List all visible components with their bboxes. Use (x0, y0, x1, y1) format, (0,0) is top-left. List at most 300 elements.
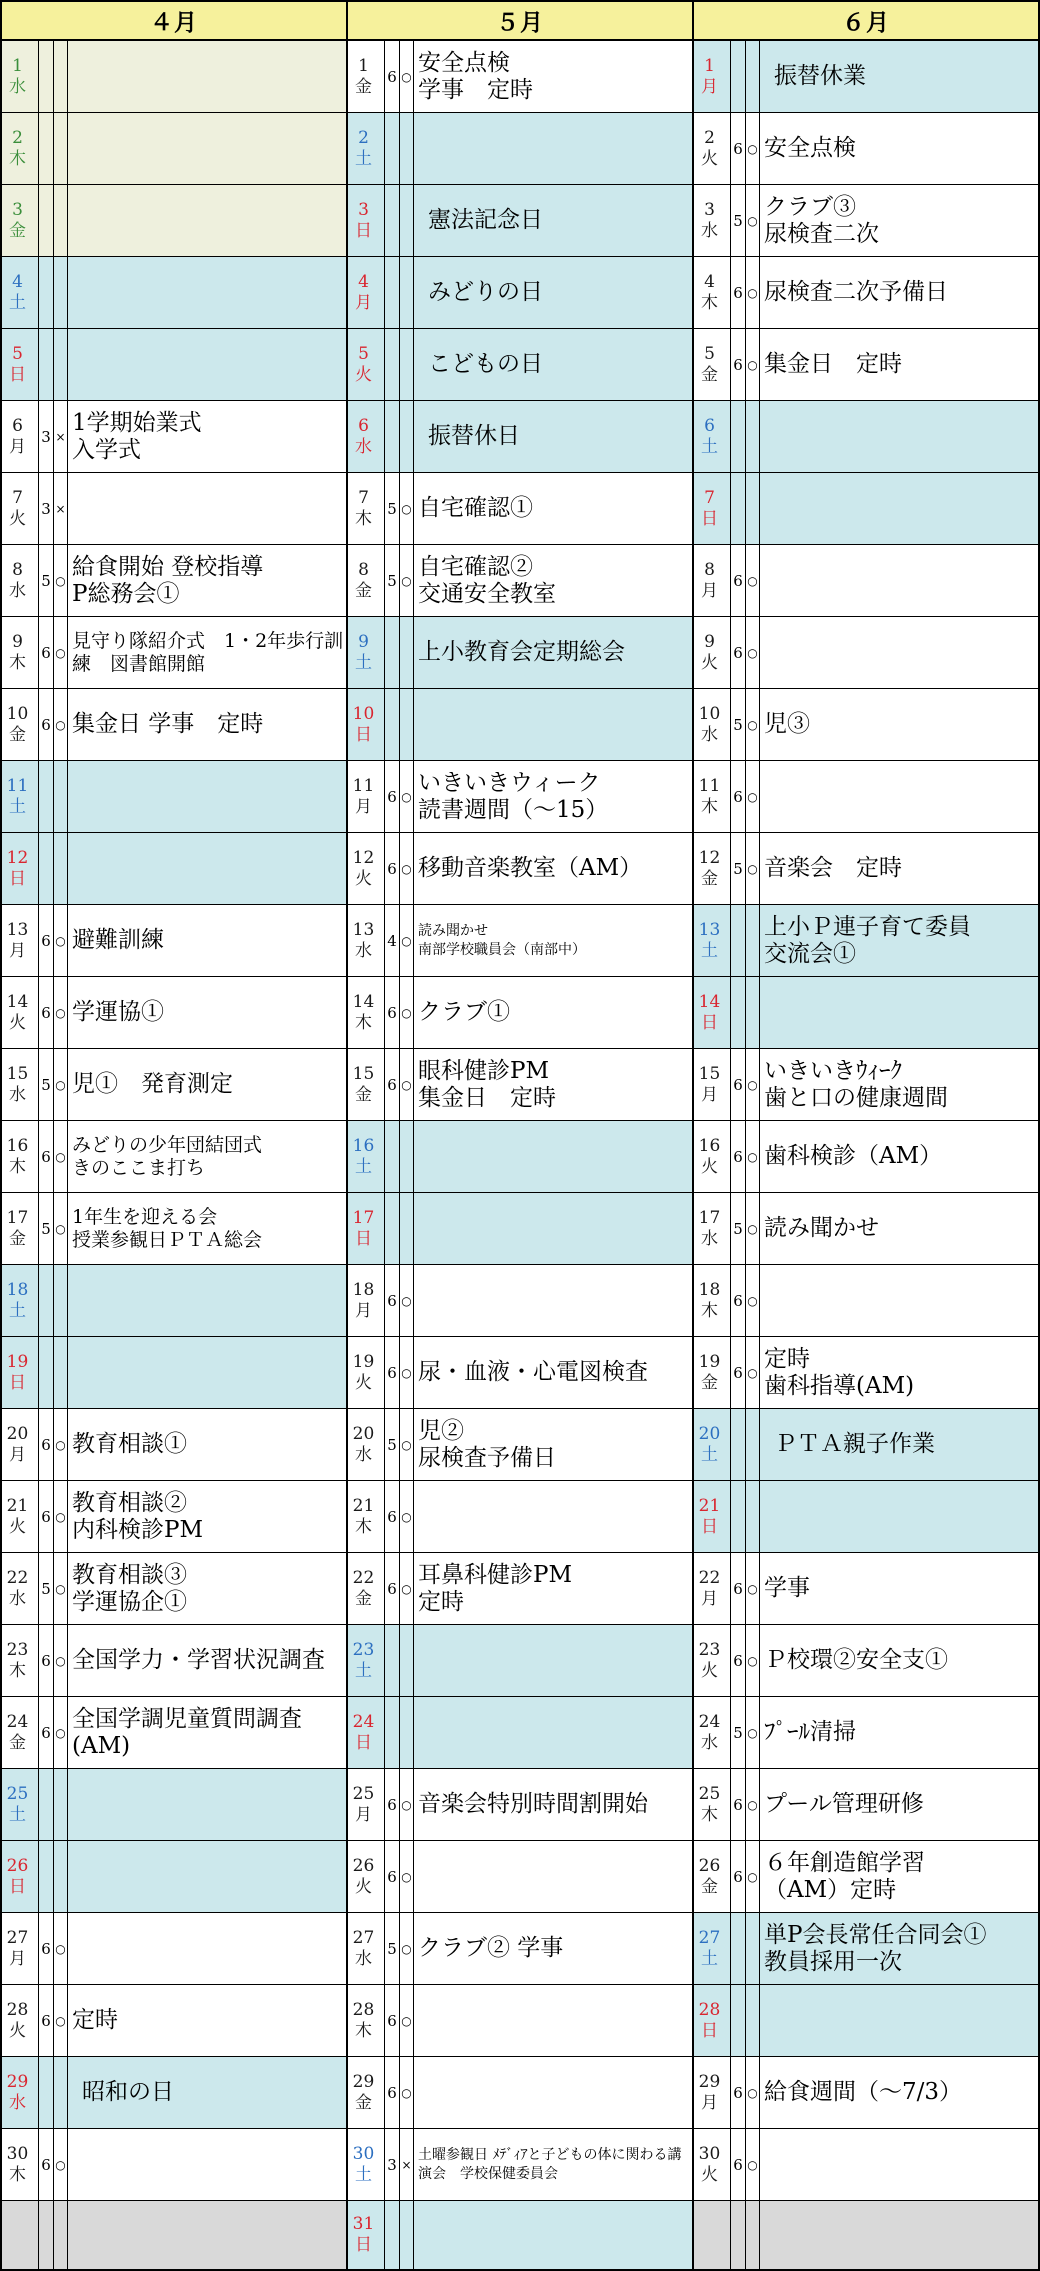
day-number: 23 (352, 1639, 375, 1660)
status-mark: ○ (746, 329, 759, 400)
status-mark: ○ (54, 1625, 67, 1696)
weekday-label: 火 (701, 148, 718, 169)
day-number: 20 (6, 1423, 29, 1444)
period-count: 6 (731, 1553, 745, 1624)
status-mark (54, 1337, 67, 1408)
period-count: 6 (385, 1769, 399, 1840)
day-number: 13 (698, 919, 721, 940)
date-cell (694, 1409, 730, 1480)
period-count: 6 (39, 1697, 53, 1768)
day-number: 29 (6, 2071, 29, 2092)
day-row (694, 761, 1038, 832)
status-mark: × (400, 2129, 413, 2200)
weekday-label: 水 (701, 724, 718, 745)
day-row (694, 185, 1038, 256)
period-count: 5 (385, 473, 399, 544)
period-count: 6 (385, 1049, 399, 1120)
day-row (2, 1193, 346, 1264)
day-row (2, 473, 346, 544)
event-text (760, 1985, 1038, 2056)
day-number: 7 (358, 487, 369, 508)
period-count (385, 401, 399, 472)
period-count (731, 2201, 745, 2269)
event-text (68, 257, 346, 328)
status-mark (746, 401, 759, 472)
day-row (694, 689, 1038, 760)
weekday-label: 金 (355, 2092, 372, 2113)
weekday-label: 金 (355, 1084, 372, 1105)
day-row (348, 833, 692, 904)
period-count (385, 617, 399, 688)
date-cell (348, 185, 384, 256)
weekday-label: 土 (701, 1444, 718, 1465)
period-count: 5 (39, 1553, 53, 1624)
day-number: 5 (12, 343, 23, 364)
date-cell (2, 41, 38, 112)
status-mark: ○ (54, 689, 67, 760)
day-number: 28 (6, 1999, 29, 2020)
date-cell (694, 2057, 730, 2128)
event-text: 耳鼻科健診PM 定時 (414, 1553, 692, 1624)
day-number: 6 (358, 415, 369, 436)
date-cell (694, 905, 730, 976)
day-number: 4 (12, 271, 23, 292)
status-mark: ○ (746, 1841, 759, 1912)
period-count (385, 113, 399, 184)
status-mark (746, 1913, 759, 1984)
weekday-label: 火 (355, 1372, 372, 1393)
day-row (694, 1409, 1038, 1480)
day-number: 9 (704, 631, 715, 652)
weekday-label: 月 (355, 1804, 372, 1825)
weekday-label: 金 (9, 220, 26, 241)
date-cell (2, 1193, 38, 1264)
day-row (2, 617, 346, 688)
date-cell (2, 1697, 38, 1768)
day-number: 3 (358, 199, 369, 220)
day-row (694, 113, 1038, 184)
event-text (414, 1985, 692, 2056)
status-mark: ○ (54, 1193, 67, 1264)
day-number: 18 (6, 1279, 29, 1300)
day-number: 11 (352, 775, 375, 796)
period-count (385, 257, 399, 328)
day-number: 24 (698, 1711, 721, 1732)
status-mark: ○ (54, 1697, 67, 1768)
day-number: 14 (698, 991, 721, 1012)
date-cell (348, 473, 384, 544)
period-count: 6 (385, 41, 399, 112)
day-number: 21 (352, 1495, 375, 1516)
event-text (414, 1625, 692, 1696)
date-cell (2, 1769, 38, 1840)
period-count: 6 (385, 833, 399, 904)
period-count (39, 185, 53, 256)
weekday-label: 水 (355, 1948, 372, 1969)
day-number: 30 (698, 2143, 721, 2164)
status-mark (54, 761, 67, 832)
date-cell (694, 833, 730, 904)
period-count: 5 (731, 1697, 745, 1768)
date-cell (348, 329, 384, 400)
day-number: 30 (6, 2143, 29, 2164)
date-cell (2, 113, 38, 184)
event-text: 学運協① (68, 977, 346, 1048)
status-mark (746, 905, 759, 976)
event-text: 定時 歯科指導(AM) (760, 1337, 1038, 1408)
day-row (348, 905, 692, 976)
day-row (2, 1265, 346, 1336)
day-row (694, 1985, 1038, 2056)
day-row (2, 1769, 346, 1840)
event-text (68, 41, 346, 112)
date-cell (2, 1409, 38, 1480)
day-number: 18 (352, 1279, 375, 1300)
date-cell (348, 761, 384, 832)
event-text (68, 1337, 346, 1408)
day-row (694, 617, 1038, 688)
weekday-label: 火 (701, 1660, 718, 1681)
weekday-label: 月 (355, 1300, 372, 1321)
event-text: いきいきｳｨｰｸ 歯と口の健康週間 (760, 1049, 1038, 1120)
status-mark (746, 1985, 759, 2056)
period-count: 6 (731, 1841, 745, 1912)
period-count: 5 (385, 1409, 399, 1480)
period-count: 6 (39, 689, 53, 760)
status-mark (54, 113, 67, 184)
status-mark: ○ (746, 1697, 759, 1768)
day-row (348, 1769, 692, 1840)
weekday-label: 月 (9, 1948, 26, 1969)
event-text: 児③ (760, 689, 1038, 760)
period-count: 5 (385, 1913, 399, 1984)
day-row (2, 2057, 346, 2128)
event-text (68, 1769, 346, 1840)
status-mark: ○ (400, 473, 413, 544)
day-row (2, 905, 346, 976)
event-text (68, 113, 346, 184)
day-number: 24 (352, 1711, 375, 1732)
event-text: 給食週間（～7/3） (760, 2057, 1038, 2128)
period-count: 6 (39, 1481, 53, 1552)
weekday-label: 日 (701, 508, 718, 529)
period-count: 6 (731, 545, 745, 616)
status-mark (54, 257, 67, 328)
event-text (760, 545, 1038, 616)
weekday-label: 水 (701, 220, 718, 241)
day-row (348, 1985, 692, 2056)
period-count: 5 (731, 1193, 745, 1264)
weekday-label: 金 (355, 76, 372, 97)
date-cell (2, 545, 38, 616)
day-row (694, 329, 1038, 400)
event-text (414, 1121, 692, 1192)
day-number: 1 (358, 55, 369, 76)
day-number: 3 (12, 199, 23, 220)
date-cell (694, 2201, 730, 2269)
day-number: 10 (352, 703, 375, 724)
weekday-label: 水 (355, 1444, 372, 1465)
event-text: いきいきウィーク 読書週間（～15） (414, 761, 692, 832)
event-text: 教育相談③ 学運協企① (68, 1553, 346, 1624)
period-count: 6 (731, 257, 745, 328)
weekday-label: 土 (701, 940, 718, 961)
day-row (694, 1193, 1038, 1264)
day-number: 10 (6, 703, 29, 724)
date-cell (694, 2129, 730, 2200)
period-count: 6 (39, 1913, 53, 1984)
day-number: 19 (6, 1351, 29, 1372)
period-count (39, 2057, 53, 2128)
date-cell (694, 1625, 730, 1696)
day-row (2, 41, 346, 112)
weekday-label: 木 (355, 1516, 372, 1537)
day-number: 26 (6, 1855, 29, 1876)
day-row (348, 1121, 692, 1192)
day-row (694, 1337, 1038, 1408)
day-row (694, 41, 1038, 112)
period-count: 6 (731, 761, 745, 832)
event-text (68, 329, 346, 400)
status-mark: ○ (400, 1913, 413, 1984)
day-row (348, 1913, 692, 1984)
day-row (348, 1337, 692, 1408)
event-text (414, 1265, 692, 1336)
weekday-label: 土 (9, 292, 26, 313)
date-cell (348, 1625, 384, 1696)
day-row (694, 1913, 1038, 1984)
day-row (348, 257, 692, 328)
weekday-label: 木 (9, 1660, 26, 1681)
event-text (68, 2129, 346, 2200)
event-text: 尿・血液・心電図検査 (414, 1337, 692, 1408)
date-cell (694, 617, 730, 688)
status-mark: ○ (746, 1553, 759, 1624)
event-text (760, 2129, 1038, 2200)
day-number: 29 (698, 2071, 721, 2092)
period-count: 6 (39, 1625, 53, 1696)
weekday-label: 火 (701, 1156, 718, 1177)
day-row (694, 1697, 1038, 1768)
day-row (694, 2201, 1038, 2269)
period-count: 6 (39, 1985, 53, 2056)
period-count: 6 (39, 977, 53, 1048)
date-cell (348, 1481, 384, 1552)
day-number: 24 (6, 1711, 29, 1732)
event-text: 音楽会特別時間割開始 (414, 1769, 692, 1840)
status-mark: ○ (746, 1049, 759, 1120)
weekday-label: 月 (355, 292, 372, 313)
weekday-label: 月 (701, 76, 718, 97)
date-cell (348, 545, 384, 616)
weekday-label: 水 (9, 1084, 26, 1105)
date-cell (2, 257, 38, 328)
month-column (348, 0, 692, 2271)
status-mark: ○ (54, 977, 67, 1048)
period-count: 5 (731, 689, 745, 760)
month-header: ４月 (2, 2, 346, 39)
day-number: 23 (698, 1639, 721, 1660)
event-text (760, 617, 1038, 688)
day-row (2, 1049, 346, 1120)
period-count (39, 1841, 53, 1912)
status-mark: ○ (400, 1769, 413, 1840)
status-mark: ○ (400, 1409, 413, 1480)
day-row (2, 2129, 346, 2200)
date-cell (348, 1913, 384, 1984)
status-mark (400, 1193, 413, 1264)
period-count: 6 (385, 1841, 399, 1912)
period-count: 6 (731, 329, 745, 400)
day-number: 22 (352, 1567, 375, 1588)
period-count (731, 1913, 745, 1984)
event-text: 振替休日 (414, 401, 692, 472)
day-row (348, 545, 692, 616)
event-text: ﾌﾟｰﾙ清掃 (760, 1697, 1038, 1768)
period-count: 6 (385, 1481, 399, 1552)
period-count (385, 1193, 399, 1264)
event-text: 安全点検 (760, 113, 1038, 184)
day-row (2, 1337, 346, 1408)
date-cell (348, 401, 384, 472)
date-cell (694, 1553, 730, 1624)
day-number: 14 (352, 991, 375, 1012)
status-mark (400, 1625, 413, 1696)
day-row (2, 1481, 346, 1552)
day-number: 15 (352, 1063, 375, 1084)
status-mark: ○ (400, 1985, 413, 2056)
date-cell (2, 1553, 38, 1624)
weekday-label: 水 (9, 580, 26, 601)
weekday-label: 木 (355, 508, 372, 529)
period-count: 6 (731, 2057, 745, 2128)
weekday-label: 金 (701, 1372, 718, 1393)
day-number: 15 (6, 1063, 29, 1084)
day-number: 28 (698, 1999, 721, 2020)
period-count: 6 (39, 905, 53, 976)
weekday-label: 土 (355, 652, 372, 673)
date-cell (348, 113, 384, 184)
day-row (348, 1049, 692, 1120)
weekday-label: 木 (701, 796, 718, 817)
period-count (385, 185, 399, 256)
day-row (348, 1841, 692, 1912)
date-cell (694, 1481, 730, 1552)
date-cell (2, 329, 38, 400)
day-row (2, 257, 346, 328)
status-mark: ○ (54, 1985, 67, 2056)
weekday-label: 土 (9, 796, 26, 817)
status-mark (400, 329, 413, 400)
period-count: 6 (731, 1265, 745, 1336)
day-number: 14 (6, 991, 29, 1012)
day-number: 16 (352, 1135, 375, 1156)
event-text (68, 761, 346, 832)
event-text: 避難訓練 (68, 905, 346, 976)
day-row (694, 905, 1038, 976)
day-row (694, 257, 1038, 328)
date-cell (694, 1841, 730, 1912)
event-text: 自宅確認② 交通安全教室 (414, 545, 692, 616)
date-cell (694, 41, 730, 112)
date-cell (348, 1553, 384, 1624)
day-number: 26 (698, 1855, 721, 1876)
date-cell (2, 1481, 38, 1552)
event-text: 読み聞かせ 南部学校職員会（南部中） (414, 905, 692, 976)
day-row (694, 1625, 1038, 1696)
event-text: 眼科健診PM 集金日 定時 (414, 1049, 692, 1120)
day-row (2, 1625, 346, 1696)
weekday-label: 日 (9, 364, 26, 385)
status-mark: ○ (400, 1841, 413, 1912)
weekday-label: 日 (355, 2235, 372, 2255)
period-count: 6 (39, 1121, 53, 1192)
date-cell (348, 2129, 384, 2200)
date-cell (694, 689, 730, 760)
event-text (414, 113, 692, 184)
weekday-label: 金 (701, 364, 718, 385)
day-number: 7 (704, 487, 715, 508)
day-number: 16 (6, 1135, 29, 1156)
day-row (2, 545, 346, 616)
month-column (694, 0, 1038, 2271)
status-mark: ○ (746, 1265, 759, 1336)
day-number: 22 (6, 1567, 29, 1588)
date-cell (2, 977, 38, 1048)
weekday-label: 月 (9, 940, 26, 961)
status-mark (54, 41, 67, 112)
day-number: 15 (698, 1063, 721, 1084)
weekday-label: 日 (701, 1012, 718, 1033)
period-count (385, 1121, 399, 1192)
date-cell (348, 1841, 384, 1912)
day-number: 27 (698, 1927, 721, 1948)
period-count: 6 (731, 1625, 745, 1696)
day-row (348, 1193, 692, 1264)
date-cell (348, 1265, 384, 1336)
weekday-label: 日 (355, 220, 372, 241)
weekday-label: 日 (9, 1372, 26, 1393)
date-cell (348, 977, 384, 1048)
status-mark (54, 1841, 67, 1912)
status-mark: ○ (746, 1193, 759, 1264)
day-row (694, 2129, 1038, 2200)
weekday-label: 日 (701, 2020, 718, 2041)
event-text: クラブ③ 尿検査二次 (760, 185, 1038, 256)
status-mark: ○ (54, 1409, 67, 1480)
weekday-label: 火 (9, 1012, 26, 1033)
event-text (760, 2201, 1038, 2269)
event-text: 1学期始業式 入学式 (68, 401, 346, 472)
period-count (731, 41, 745, 112)
event-text (760, 1265, 1038, 1336)
status-mark: ○ (54, 1913, 67, 1984)
date-cell (348, 2057, 384, 2128)
weekday-label: 月 (701, 580, 718, 601)
day-row (348, 1697, 692, 1768)
date-cell (348, 1409, 384, 1480)
weekday-label: 水 (9, 1588, 26, 1609)
period-count (39, 2201, 53, 2269)
status-mark (54, 2201, 67, 2269)
status-mark (54, 329, 67, 400)
weekday-label: 木 (355, 2020, 372, 2041)
day-number: 27 (6, 1927, 29, 1948)
event-text: クラブ① (414, 977, 692, 1048)
day-number: 9 (12, 631, 23, 652)
weekday-label: 金 (9, 1228, 26, 1249)
period-count (39, 833, 53, 904)
